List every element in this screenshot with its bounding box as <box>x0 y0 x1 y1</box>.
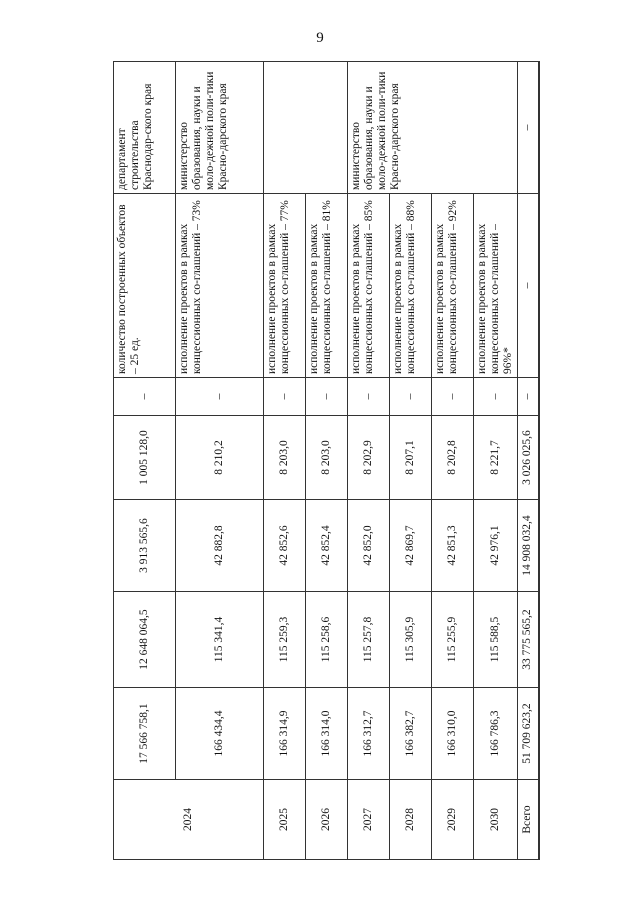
local-cell: 8 203,0 <box>306 416 348 500</box>
rotated-table-frame <box>113 62 538 860</box>
extra-cell: – <box>114 378 176 416</box>
extra-cell: – <box>432 378 474 416</box>
local-cell: 8 221,7 <box>474 416 518 500</box>
rotated-table-container <box>113 62 538 860</box>
total-cell: 17 566 758,1 <box>114 688 176 780</box>
year-cell: 2030 <box>474 780 518 860</box>
extra-cell: – <box>306 378 348 416</box>
total-cell: 166 312,7 <box>348 688 390 780</box>
total-row <box>517 62 539 860</box>
table-row <box>176 62 264 860</box>
regional-cell: 42 869,7 <box>390 500 432 592</box>
local-cell: 8 207,1 <box>390 416 432 500</box>
indicator-cell: исполнение проектов в рамках концессионных со-глашений – 73% <box>176 194 264 378</box>
table-row <box>264 62 306 860</box>
year-cell: 2024 <box>114 780 264 860</box>
local-cell: 8 210,2 <box>176 416 264 500</box>
indicator-cell: исполнение проектов в рамках концессионных со-глашений – 96%* <box>474 194 518 378</box>
extra-cell: – <box>474 378 518 416</box>
total-cell: 166 434,4 <box>176 688 264 780</box>
total-cell: 51 709 623,2 <box>517 688 539 780</box>
indicator-cell: количество построенных объектов – 25 ед. <box>114 194 176 378</box>
year-cell: 2029 <box>432 780 474 860</box>
total-cell: 166 310,0 <box>432 688 474 780</box>
total-label: Всего <box>517 780 539 860</box>
executor-cell: – <box>517 62 539 194</box>
year-cell: 2026 <box>306 780 348 860</box>
total-cell: 166 786,3 <box>474 688 518 780</box>
local-cell: 8 202,9 <box>348 416 390 500</box>
indicator-cell: исполнение проектов в рамках концессионных со-глашений – 77% <box>264 194 306 378</box>
federal-cell: 115 255,9 <box>432 592 474 688</box>
financing-table <box>113 61 540 860</box>
page-number: 9 <box>316 30 324 46</box>
federal-cell: 12 648 064,5 <box>114 592 176 688</box>
table-row <box>348 62 390 860</box>
local-cell: 8 203,0 <box>264 416 306 500</box>
local-cell: 3 026 025,6 <box>517 416 539 500</box>
year-cell: 2025 <box>264 780 306 860</box>
federal-cell: 115 259,3 <box>264 592 306 688</box>
federal-cell: 115 588,5 <box>474 592 518 688</box>
extra-cell: – <box>176 378 264 416</box>
federal-cell: 115 305,9 <box>390 592 432 688</box>
year-cell: 2028 <box>390 780 432 860</box>
regional-cell: 3 913 565,6 <box>114 500 176 592</box>
indicator-cell: исполнение проектов в рамках концессионных со-глашений – 88% <box>390 194 432 378</box>
local-cell: 1 005 128,0 <box>114 416 176 500</box>
extra-cell: – <box>390 378 432 416</box>
indicator-cell: исполнение проектов в рамках концессионных со-глашений – 81% <box>306 194 348 378</box>
regional-cell: 42 976,1 <box>474 500 518 592</box>
federal-cell: 115 257,8 <box>348 592 390 688</box>
year-cell: 2027 <box>348 780 390 860</box>
regional-cell: 42 882,8 <box>176 500 264 592</box>
executor-cell: министерство образования, науки и моло-дежной поли-тики Красно-дарского края <box>176 62 264 194</box>
federal-cell: 115 341,4 <box>176 592 264 688</box>
regional-cell: 42 851,3 <box>432 500 474 592</box>
indicator-cell: исполнение проектов в рамках концессионных со-глашений – 85% <box>348 194 390 378</box>
total-cell: 166 314,9 <box>264 688 306 780</box>
regional-cell: 14 908 032,4 <box>517 500 539 592</box>
executor-cell: департамент строительства Краснодар-ского края <box>114 62 176 194</box>
local-cell: 8 202,8 <box>432 416 474 500</box>
regional-cell: 42 852,4 <box>306 500 348 592</box>
federal-cell: 115 258,6 <box>306 592 348 688</box>
regional-cell: 42 852,6 <box>264 500 306 592</box>
extra-cell: – <box>517 378 539 416</box>
indicator-cell: исполнение проектов в рамках концессионных со-глашений – 92% <box>432 194 474 378</box>
executor-cell: министерство образования, науки и моло-дежной поли-тики Красно-дарского края <box>348 62 518 194</box>
extra-cell: – <box>264 378 306 416</box>
total-cell: 166 314,0 <box>306 688 348 780</box>
total-cell: 166 382,7 <box>390 688 432 780</box>
table-row <box>114 62 176 860</box>
executor-cell <box>264 62 348 194</box>
extra-cell: – <box>348 378 390 416</box>
federal-cell: 33 775 565,2 <box>517 592 539 688</box>
regional-cell: 42 852,0 <box>348 500 390 592</box>
indicator-cell: – <box>517 194 539 378</box>
